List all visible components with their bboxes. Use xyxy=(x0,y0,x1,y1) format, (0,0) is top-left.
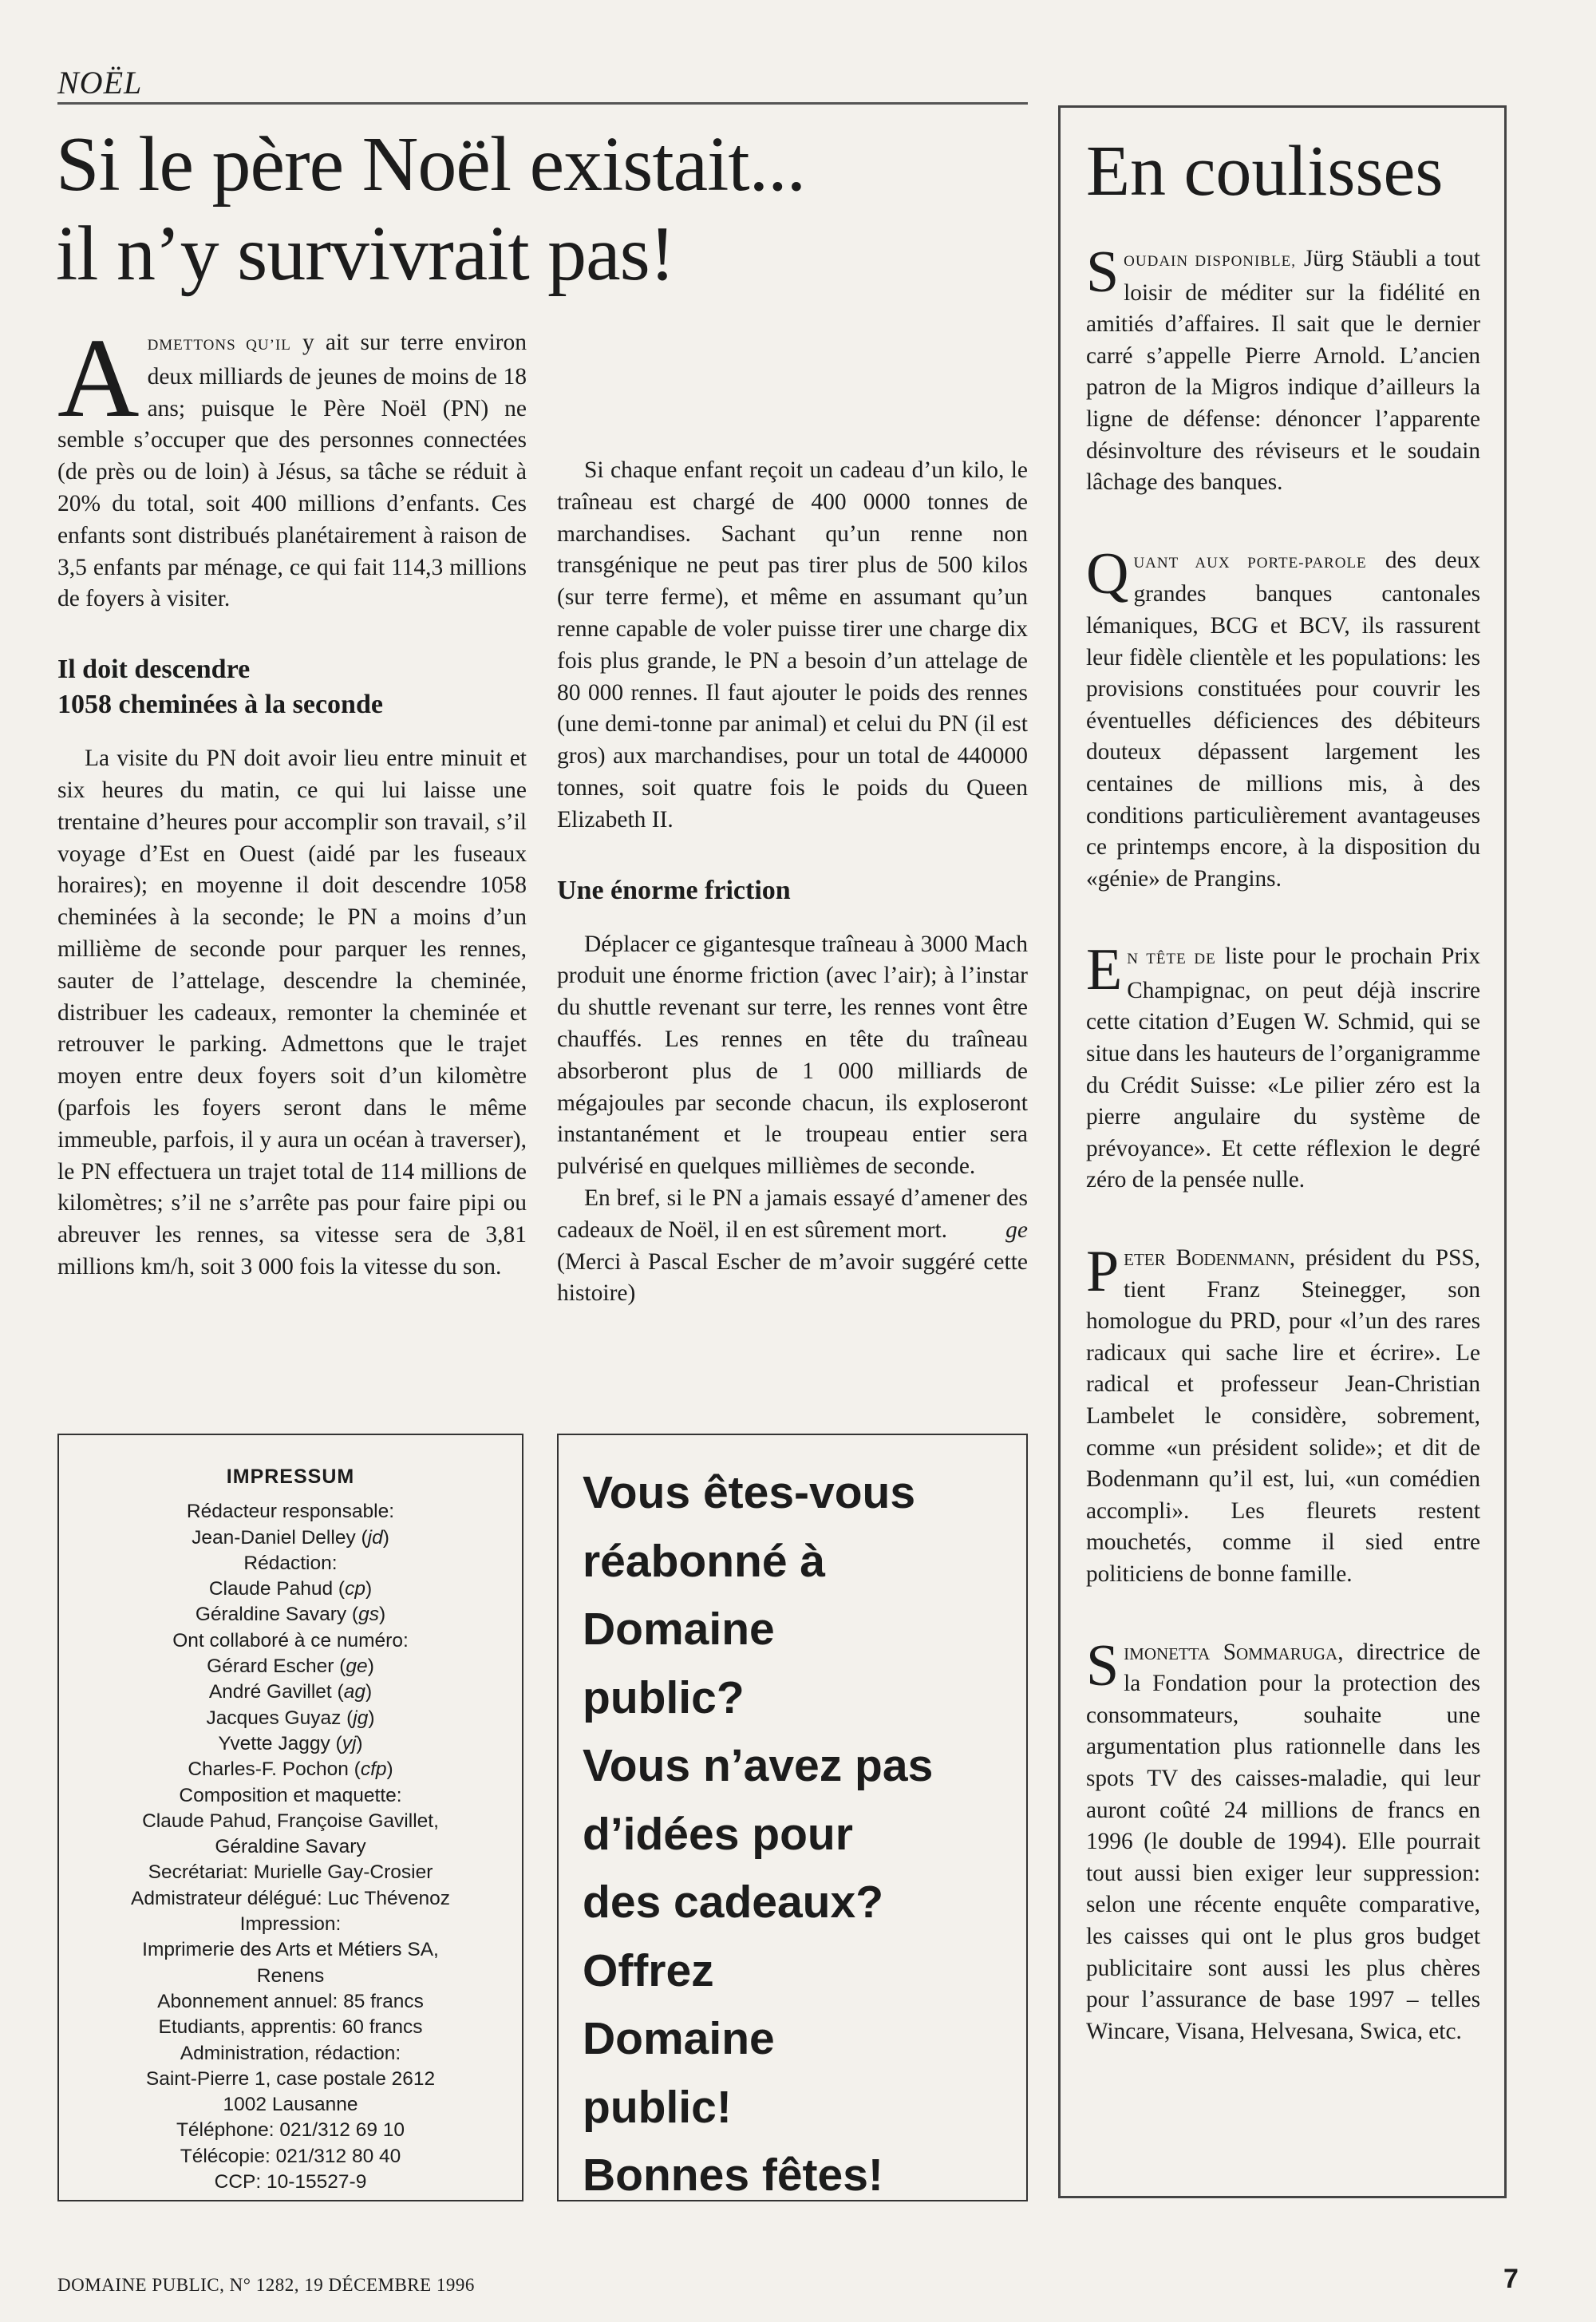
drop-cap: S xyxy=(1086,239,1120,305)
headline-line-2: il n’y survivrait pas! xyxy=(56,211,675,297)
article-paragraph-2: La visite du PN doit avoir lieu entre minuit et six heures du matin, ce qui lui laisse une trentaine d’heures pour accomplir son travail, s’il voyage d’Est en Ouest (aidé par les fuseaux horaires); en moyenne il doit descendre 1058 cheminées à la seconde; le PN a moins d’un millième de seconde pour parquer les rennes, sauter de l’attelage, descendre la cheminée, distribuer les cadeaux, remonter la cheminée et retrouver le parking. Admettons que le trajet moyen entre deux foyers soit d’un kilomètre (parfois les foyers seront dans le même immeuble, parfois, il y aura un océan à traverser), le PN effectuera un trajet total de 114 millions de kilomètres; s’il ne s’arrête pas pour faire pipi ou abreuver les rennes, sa vitesse sera de 3,81 millions km/h, soit 3 000 fois la vitesse du son. xyxy=(57,746,527,1280)
entry-lead: OUDAIN DISPONIBLE, xyxy=(1124,253,1296,270)
impressum-line: Etudiants, apprentis: 60 francs xyxy=(158,2016,423,2039)
impressum-line: Yvette Jaggy (yj) xyxy=(218,1732,363,1754)
impressum-line: Claude Pahud, Françoise Gavillet, xyxy=(142,1810,439,1832)
impressum-line: 1002 Lausanne xyxy=(223,2094,358,2116)
entry-text: des deux grandes banques cantonales lémaniques, BCG et BCV, ils rassurent leur fidèle clientèle et les populations: les provisions constituées pour couvrir les éventuelles déficiences des débiteurs douteux dépassent largement les centaines de millions mis, à des conditions particulièrement avantageuses ce printemps encore, à la disposition du «génie» de Prangins. xyxy=(1086,547,1480,892)
drop-cap: E xyxy=(1086,937,1123,1003)
promo-line: réabonné à xyxy=(583,1535,826,1587)
article-acknowledgement: (Merci à Pascal Escher de m’avoir suggéré cette histoire) xyxy=(557,1248,1028,1307)
impressum-line: Secrétariat: Murielle Gay-Crosier xyxy=(148,1861,433,1884)
promo-line: d’idées pour xyxy=(583,1808,853,1860)
promo-line: Offrez xyxy=(583,1944,714,1996)
article-paragraph-4: Déplacer ce gigantesque traîneau à 3000 Mach produit une énorme friction (avec l’air); à l’instar du shuttle revenant sur terre, les rennes vont être chauffés. Les rennes en tête du traîneau absorberont plus de 1 000 milliards de mégajoules par seconde chacun, ils exploseront instantanément et le troupeau entier sera pulvérisé en quelques millièmes de seconde. xyxy=(557,931,1028,1180)
article-column-1 xyxy=(57,314,527,1284)
subscription-promo-box xyxy=(557,1434,1028,2201)
entry-lead: imonetta Sommaruga, xyxy=(1124,1639,1344,1665)
impressum-line: Téléphone: 021/312 69 10 xyxy=(176,2119,405,2142)
impressum-line: Composition et maquette: xyxy=(179,1784,402,1806)
impressum-line: Impression: xyxy=(239,1913,342,1936)
impressum-title: IMPRESSUM xyxy=(226,1466,355,1488)
promo-line: Vous n’avez pas xyxy=(583,1740,934,1791)
subhead-1-line-1: Il doit descendre xyxy=(57,655,251,685)
subhead-1-line-2: 1058 cheminées à la seconde xyxy=(57,690,383,720)
headline xyxy=(56,120,1029,299)
author-signature: ge xyxy=(1005,1216,1028,1243)
impressum-line: André Gavillet (ag) xyxy=(208,1681,373,1703)
lead-smallcaps: DMETTONS QU’IL xyxy=(147,337,291,354)
promo-line: des cadeaux? xyxy=(583,1877,884,1928)
impressum-line: Renens xyxy=(256,1964,325,1987)
impressum-line: Jean-Daniel Delley (jd) xyxy=(192,1526,389,1549)
sidebar-entry-3 xyxy=(1086,937,1480,1197)
page-number: 7 xyxy=(1503,2264,1519,2294)
impressum-line: Admistrateur délégué: Luc Thévenoz xyxy=(131,1887,450,1909)
sidebar-title: En coulisses xyxy=(1086,132,1444,211)
article-paragraph-3: Si chaque enfant reçoit un cadeau d’un kilo, le traîneau est chargé de 400 0000 tonnes de marchandises. Sachant qu’un renne non transgénique ne peut pas tirer plus de 500 kilos (sur terre ferme), et même en assumant qu’un renne capable de voler puisse tirer une charge dix fois plus grande, le PN a besoin d’un attelage de 80 000 rennes. Il faut ajouter le poids des rennes (une demi-tonne par animal) et celui du PN (il est gros) aux marchandises, pour un total de 440000 tonnes, soit quatre fois le poids du Queen Elizabeth II. xyxy=(557,457,1028,833)
subhead-1 xyxy=(57,652,527,722)
impressum-line: Rédacteur responsable: xyxy=(186,1501,395,1523)
article-paragraph-1 xyxy=(57,314,527,615)
headline-line-1: Si le père Noël existait... xyxy=(56,121,806,208)
entry-text: président du PSS, tient Franz Steinegger, son homologue du PRD, pour «l’un des rares radicaux qui sache lire et écrire». Le radical et professeur Jean-Christian Lambelet le considère, sobrement, comme «un président solide»; et dit de Bodenmann qu’il est, lui, «un comédien accompli». Les fleurets restent mouchetés, comme il sied entre politiciens de bonne famille. xyxy=(1086,1245,1480,1587)
promo-line: Vous êtes-vous xyxy=(583,1467,916,1518)
section-label: NOËL xyxy=(57,65,143,101)
impressum-line: Géraldine Savary xyxy=(215,1836,366,1858)
sidebar-entry-4 xyxy=(1086,1239,1480,1591)
sidebar-entry-2 xyxy=(1086,540,1480,896)
entry-text: directrice de la Fondation pour la protection des consommateurs, souhaite une argumentation plus rationnelle dans les spots TV des caisses-maladie, qui leur auront coûté 24 millions de francs en 1996 (le double de 1994). Elle pourrait tout aussi bien exiger leur suppression: selon une récente enquête comparative, les caisses qui ont le plus gros budget publicitaire sont aussi les plus chères pour l’assurance de base 1997 – telles Wincare, Visana, Helvesana, Swica, etc. xyxy=(1086,1639,1480,2044)
section-rule xyxy=(57,102,1028,105)
impressum-line: Administration, rédaction: xyxy=(180,2042,401,2064)
impressum-line: Gérard Escher (ge) xyxy=(207,1655,374,1678)
impressum-box xyxy=(57,1434,523,2201)
article-paragraph-5 xyxy=(557,1183,1028,1247)
entry-text: liste pour le prochain Prix Champignac, on peut déjà inscrire cette citation d’Eugen W. Schmid, qui se situe dans les hauteurs de l’organigramme du Crédit Suisse: «Le pilier zéro est la pierre angulaire du système de prévoyance». Et cette réflexion le degré zéro de la pensée nulle. xyxy=(1086,943,1480,1193)
promo-line: Domaine xyxy=(583,1604,775,1655)
paragraph-text: En bref, si le PN a jamais essayé d’amener des cadeaux de Noël, il en est sûrement mort. xyxy=(557,1185,1028,1243)
sidebar-en-coulisses xyxy=(1058,105,1507,2198)
entry-lead: eter Bodenmann, xyxy=(1124,1245,1296,1272)
entry-text: Jürg Stäubli a tout loisir de méditer sur la fidélité en amitiés d’affaires. Il sait que le dernier carré s’appelle Pierre Arnold. L’ancien patron de la Migros indique d’ailleurs la ligne de défense: dénoncer l’apparente désinvolture des réviseurs et le soudain lâchage des banques. xyxy=(1086,246,1480,496)
subhead-2: Une énorme friction xyxy=(557,875,791,905)
paragraph-text: y ait sur terre environ deux milliards de jeunes de moins de 18 ans; puisque le Père Noël (PN) ne semble s’occuper que des personnes connectées (de près ou de loin) à Jésus, sa tâche se réduit à 20% du total, soit 400 millions d’enfants. Ces enfants sont distribués planétairement à raison de 3,5 enfants par ménage, ce qui fait 114,3 millions de foyers à visiter. xyxy=(57,330,527,612)
impressum-line: Jacques Guyaz (jg) xyxy=(206,1707,375,1729)
promo-line: public! xyxy=(583,2081,732,2133)
article-column-2 xyxy=(557,327,1028,1310)
entry-lead: UANT AUX PORTE-PAROLE xyxy=(1133,554,1367,572)
entry-lead: N TÊTE DE xyxy=(1127,951,1216,968)
publication-footer: DOMAINE PUBLIC, N° 1282, 19 DÉCEMBRE 1996 xyxy=(57,2275,475,2295)
sidebar-entry-5 xyxy=(1086,1632,1480,2048)
impressum-line: Rédaction: xyxy=(243,1552,338,1574)
promo-line: Domaine xyxy=(583,2013,775,2064)
impressum-line: CCP: 10-15527-9 xyxy=(214,2171,367,2193)
impressum-line: Abonnement annuel: 85 francs xyxy=(157,1990,424,2012)
sidebar-entry-1 xyxy=(1086,239,1480,499)
drop-cap: S xyxy=(1086,1632,1120,1699)
promo-line: Bonnes fêtes! xyxy=(583,2150,883,2201)
promo-line: public? xyxy=(583,1671,745,1723)
impressum-line: Géraldine Savary (gs) xyxy=(195,1604,386,1626)
impressum-line: Claude Pahud (cp) xyxy=(208,1578,373,1600)
impressum-line: Télécopie: 021/312 80 40 xyxy=(180,2145,401,2167)
impressum-line: Saint-Pierre 1, case postale 2612 xyxy=(145,2067,436,2090)
drop-cap: A xyxy=(57,314,140,441)
impressum-line: Charles-F. Pochon (cfp) xyxy=(188,1758,393,1781)
impressum-line: Imprimerie des Arts et Métiers SA, xyxy=(142,1939,439,1961)
impressum-line: Ont collaboré à ce numéro: xyxy=(172,1629,409,1652)
drop-cap: Q xyxy=(1086,540,1129,607)
drop-cap: P xyxy=(1086,1239,1120,1305)
